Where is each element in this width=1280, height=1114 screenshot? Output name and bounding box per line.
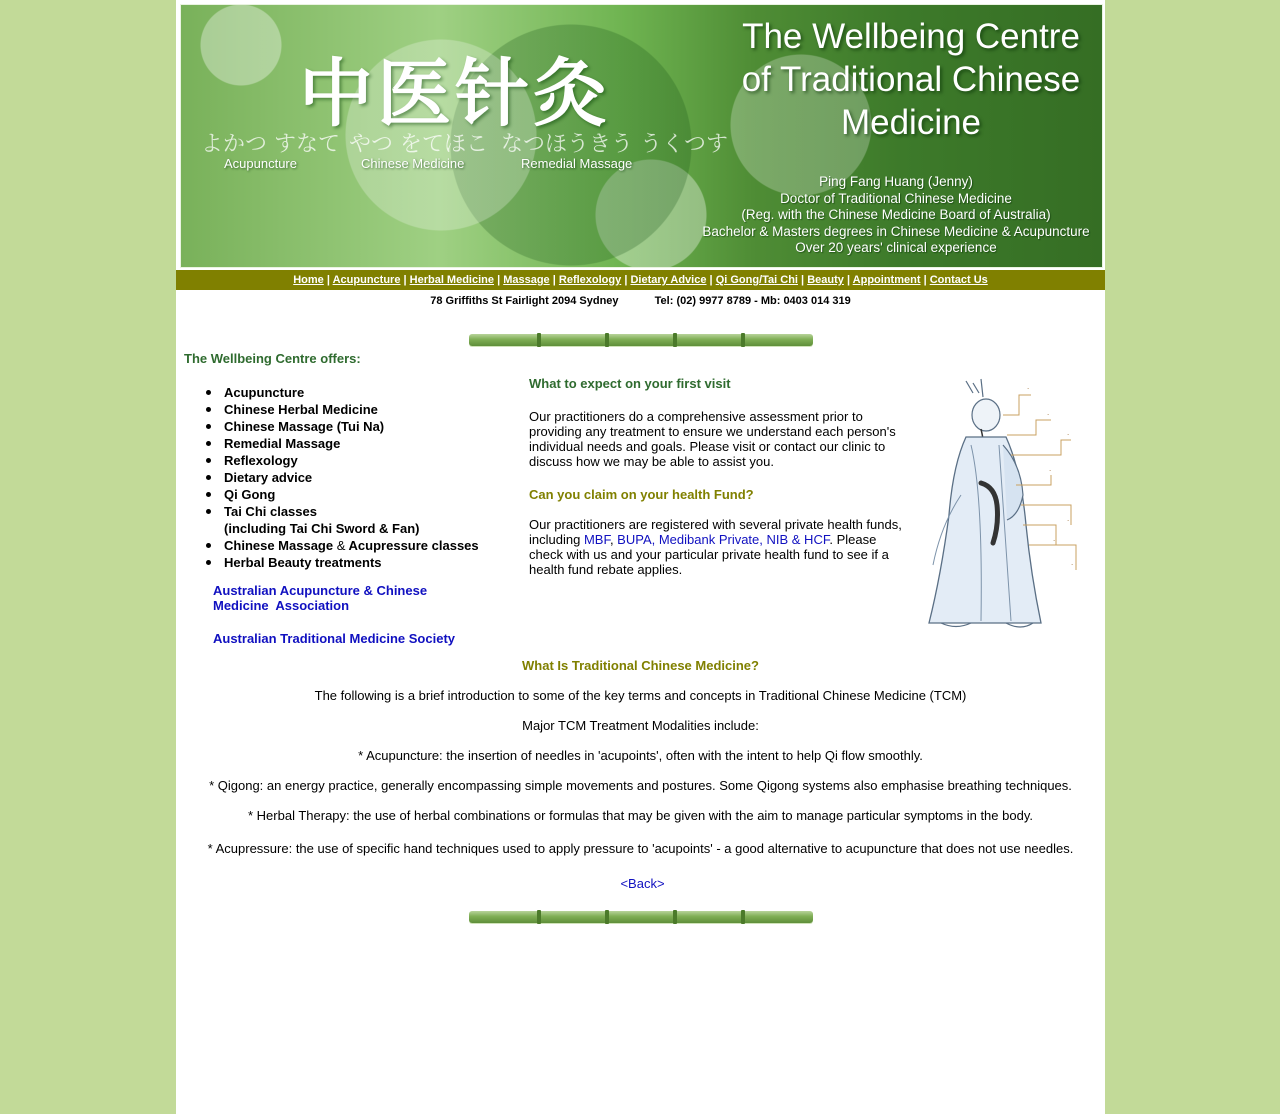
health-fund-heading: Can you claim on your health Fund? [529, 487, 754, 502]
contact-line [176, 295, 1105, 307]
back-link[interactable]: <Back> [620, 876, 665, 891]
site-title-line-3: Medicine [840, 103, 982, 142]
svg-text:·: · [1053, 537, 1056, 545]
service-item: Remedial Massage [224, 435, 479, 452]
practitioner-title: Doctor of Traditional Chinese Medicine [780, 190, 1012, 206]
health-fund-comma: , [609, 532, 614, 547]
nav-separator: | [326, 274, 330, 286]
tcm-item-acupressure: * Acupressure: the use of specific hand techniques used to apply pressure to 'acupoints' - a good alternative to acupuncture that does not use needles. [207, 841, 1074, 856]
tcm-heading: What Is Traditional Chinese Medicine? [522, 658, 759, 673]
tai-chi-line-2: (including Tai Chi Sword & Fan) [224, 521, 420, 536]
nav-separator: | [801, 274, 805, 286]
site-title [726, 15, 1096, 144]
service-item: Chinese Herbal Medicine [224, 401, 479, 418]
practitioner-registration: (Reg. with the Chinese Medicine Board of Australia) [741, 207, 1051, 222]
nav-acupuncture[interactable]: Acupuncture [332, 274, 401, 286]
banner-service-remedial-massage: Remedial Massage [521, 156, 633, 171]
nav-appointment[interactable]: Appointment [852, 274, 921, 286]
nav-herbal-medicine[interactable]: Herbal Medicine [409, 274, 494, 286]
svg-text:·: · [1067, 431, 1070, 439]
svg-text:·: · [1071, 561, 1074, 569]
clinic-address: 78 Griffiths St Fairlight 2094 Sydney [430, 295, 619, 307]
nav-beauty[interactable]: Beauty [807, 274, 844, 286]
service-item: Reflexology [224, 452, 479, 469]
nav-separator: | [709, 274, 713, 286]
bamboo-divider-top [469, 334, 813, 346]
back-link-row [176, 876, 1105, 891]
practitioner-degrees: Bachelor & Masters degrees in Chinese Medicine & Acupuncture [702, 223, 1090, 239]
first-visit-heading: What to expect on your first visit [529, 376, 731, 391]
service-item: Herbal Beauty treatments [224, 554, 479, 571]
first-visit-body: Our practitioners do a comprehensive assessment prior to providing any treatment to ensure we understand each person's individual needs and goals. Please visit or contact our clinic to discuss how we may be able to assist you. [529, 409, 896, 469]
link-aacma[interactable]: Australian Acupuncture & Chinese Medicine Association [213, 583, 428, 613]
banner-kana-1: よかつ すなて [201, 132, 340, 157]
banner-kana-2: やつ をてほこ [349, 132, 488, 157]
massage-class-a: Chinese Massage [224, 538, 334, 553]
massage-class-amp: & [336, 538, 346, 553]
first-visit-section [529, 376, 905, 469]
practitioner-name: Ping Fang Huang (Jenny) [819, 174, 973, 189]
offers-heading: The Wellbeing Centre offers: [184, 351, 361, 366]
service-item: Dietary advice [224, 469, 479, 486]
services-list [224, 384, 479, 571]
practitioner-details [696, 174, 1096, 257]
svg-text:·: · [1067, 517, 1070, 525]
nav-separator: | [624, 274, 628, 286]
health-fund-body-text: Our practitioners are registered with several private health funds, including [529, 517, 902, 547]
massage-class-b: Acupressure classes [348, 538, 479, 553]
service-item: Qi Gong [224, 486, 479, 503]
banner-service-chinese-medicine: Chinese Medicine [361, 156, 465, 171]
acupuncture-figure-icon [911, 375, 1091, 635]
svg-text:·: · [1047, 411, 1050, 419]
link-health-funds[interactable]: BUPA, Medibank Private, NIB & HCF [613, 532, 830, 547]
banner-chinese-characters: 中医针灸 [299, 51, 611, 137]
service-item: Acupuncture [224, 384, 479, 401]
practitioner-experience: Over 20 years' clinical experience [795, 240, 997, 255]
svg-text:·: · [1027, 385, 1030, 393]
nav-dietary-advice[interactable]: Dietary Advice [630, 274, 707, 286]
health-fund-body [529, 517, 905, 577]
service-item: Chinese Massage (Tui Na) [224, 418, 479, 435]
nav-separator: | [552, 274, 556, 286]
nav-separator: | [497, 274, 501, 286]
banner-service-acupuncture: Acupuncture [224, 156, 297, 171]
nav-separator: | [923, 274, 927, 286]
clinic-phone: Tel: (02) 9977 8789 - Mb: 0403 014 319 [654, 295, 851, 307]
header-banner [180, 4, 1103, 268]
bamboo-divider-bottom [469, 911, 813, 923]
tcm-major: Major TCM Treatment Modalities include: [522, 718, 759, 733]
service-item-tai-chi [224, 503, 479, 537]
nav-massage[interactable]: Massage [503, 274, 550, 286]
tcm-item-acupuncture: * Acupuncture: the insertion of needles in 'acupoints', often with the intent to help Qi flow smoothly. [358, 748, 923, 763]
nav-separator: | [403, 274, 407, 286]
nav-separator: | [846, 274, 851, 286]
svg-text:·: · [1049, 467, 1052, 475]
site-title-line-1: The Wellbeing Centre [742, 17, 1080, 56]
service-item-massage-classes [224, 537, 479, 554]
health-fund-section [529, 487, 905, 577]
site-title-line-2: of Traditional Chinese [741, 60, 1081, 99]
tcm-item-qigong: * Qigong: an energy practice, generally encompassing simple movements and postures. Some Qigong systems also emphasise breathing techniques. [209, 778, 1072, 793]
nav-contact-us[interactable]: Contact Us [929, 274, 988, 286]
tcm-intro: The following is a brief introduction to some of the key terms and concepts in Traditional Chinese Medicine (TCM) [314, 688, 967, 703]
link-mbf[interactable]: MBF [583, 532, 610, 547]
page-container [176, 0, 1105, 1114]
nav-reflexology[interactable]: Reflexology [558, 274, 622, 286]
health-fund-body-end: . Please check with us and your particular private health fund to see if a health fund rebate applies. [529, 532, 889, 577]
nav-qigong-taichi[interactable]: Qi Gong/Tai Chi [715, 274, 798, 286]
tai-chi-line-1: Tai Chi classes [224, 504, 317, 519]
banner-kana-3: なつほうきう うくつす [501, 132, 728, 157]
link-atms[interactable]: Australian Traditional Medicine Society [213, 631, 456, 646]
nav-home[interactable]: Home [293, 274, 324, 286]
main-nav [176, 270, 1105, 290]
tcm-item-herbal: * Herbal Therapy: the use of herbal combinations or formulas that may be given with the aim to manage particular symptoms in the body. [248, 808, 1033, 823]
